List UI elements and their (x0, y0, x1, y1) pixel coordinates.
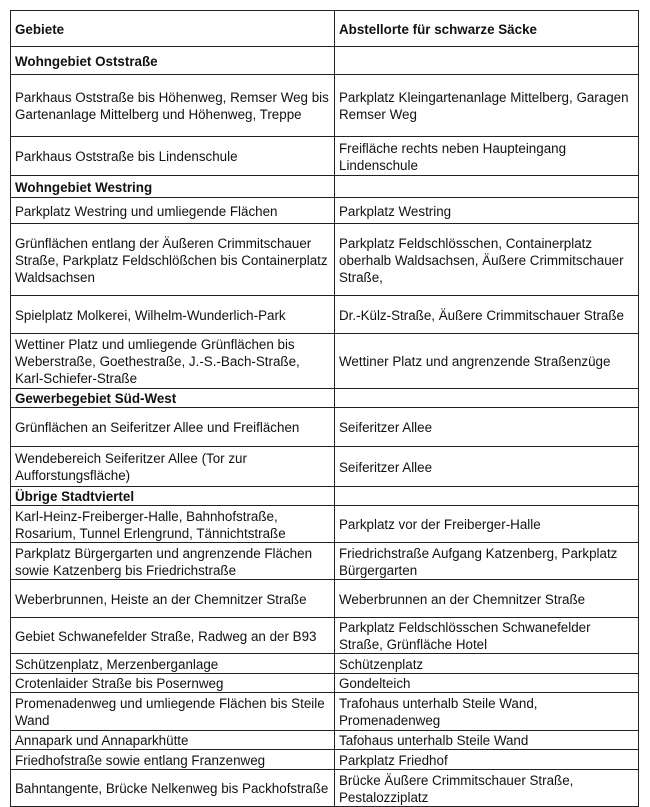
table-row (11, 731, 639, 750)
table-row (11, 693, 639, 731)
table-row (11, 654, 639, 674)
table-row (11, 618, 639, 654)
area-cell: Spielplatz Molkerei, Wilhelm-Wunderlich-Park (11, 296, 335, 334)
location-cell: Weberbrunnen an der Chemnitzer Straße (335, 580, 639, 618)
section-title: Gewerbegebiet Süd-West (11, 389, 335, 408)
area-cell: Parkhaus Oststraße bis Höhenweg, Remser Weg bis Gartenanlage Mittelberg und Höhenweg, Treppe (11, 75, 335, 137)
location-cell: Tafohaus unterhalb Steile Wand (335, 731, 639, 750)
location-cell: Parkplatz Feldschlösschen, Containerplatz oberhalb Waldsachsen, Äußere Crimmitschauer Straße, (335, 224, 639, 296)
section-title: Wohngebiet Westring (11, 176, 335, 198)
section-empty-cell (335, 389, 639, 408)
location-cell: Parkplatz Kleingartenanlage Mittelberg, Garagen Remser Weg (335, 75, 639, 137)
table-row (11, 137, 639, 176)
location-cell: Freifläche rechts neben Haupteingang Lindenschule (335, 137, 639, 176)
location-cell: Parkplatz Westring (335, 198, 639, 224)
location-cell: Brücke Äußere Crimmitschauer Straße, Pestalozziplatz (335, 770, 639, 807)
table-row (11, 506, 639, 543)
area-cell: Annapark und Annaparkhütte (11, 731, 335, 750)
area-cell: Friedhofstraße sowie entlang Franzenweg (11, 750, 335, 770)
section-empty-cell (335, 47, 639, 75)
location-cell: Wettiner Platz und angrenzende Straßenzüge (335, 334, 639, 389)
area-cell: Parkhaus Oststraße bis Lindenschule (11, 137, 335, 176)
area-cell: Parkplatz Bürgergarten und angrenzende Flächen sowie Katzenberg bis Friedrichstraße (11, 543, 335, 580)
area-cell: Grünflächen an Seiferitzer Allee und Freiflächen (11, 408, 335, 447)
header-areas: Gebiete (11, 11, 335, 47)
section-empty-cell (335, 487, 639, 506)
table-row (11, 198, 639, 224)
area-cell: Bahntangente, Brücke Nelkenweg bis Packhofstraße (11, 770, 335, 807)
area-cell: Parkplatz Westring und umliegende Flächen (11, 198, 335, 224)
table-row (11, 543, 639, 580)
location-cell: Parkplatz Friedhof (335, 750, 639, 770)
location-cell: Gondelteich (335, 674, 639, 693)
table-row (11, 580, 639, 618)
section-row (11, 176, 639, 198)
area-cell: Wettiner Platz und umliegende Grünflächen bis Weberstraße, Goethestraße, J.-S.-Bach-Straße, Karl-Schiefer-Straße (11, 334, 335, 389)
location-cell: Seiferitzer Allee (335, 408, 639, 447)
collection-points-table (10, 10, 639, 807)
area-cell: Schützenplatz, Merzenberganlage (11, 654, 335, 674)
section-row (11, 47, 639, 75)
table-row (11, 296, 639, 334)
location-cell: Dr.-Külz-Straße, Äußere Crimmitschauer Straße (335, 296, 639, 334)
section-title: Wohngebiet Oststraße (11, 47, 335, 75)
table-row (11, 334, 639, 389)
section-title: Übrige Stadtviertel (11, 487, 335, 506)
section-empty-cell (335, 176, 639, 198)
location-cell: Friedrichstraße Aufgang Katzenberg, Parkplatz Bürgergarten (335, 543, 639, 580)
table-row (11, 770, 639, 807)
location-cell: Trafohaus unterhalb Steile Wand, Promenadenweg (335, 693, 639, 731)
area-cell: Gebiet Schwanefelder Straße, Radweg an der B93 (11, 618, 335, 654)
table-header-row (11, 11, 639, 47)
table-row (11, 750, 639, 770)
location-cell: Parkplatz Feldschlösschen Schwanefelder Straße, Grünfläche Hotel (335, 618, 639, 654)
section-row (11, 389, 639, 408)
table-row (11, 447, 639, 487)
area-cell: Crotenlaider Straße bis Posernweg (11, 674, 335, 693)
table-row (11, 674, 639, 693)
area-cell: Weberbrunnen, Heiste an der Chemnitzer Straße (11, 580, 335, 618)
table-row (11, 408, 639, 447)
header-drop-off-locations: Abstellorte für schwarze Säcke (335, 11, 639, 47)
area-cell: Wendebereich Seiferitzer Allee (Tor zur Aufforstungsfläche) (11, 447, 335, 487)
table-row (11, 75, 639, 137)
area-cell: Karl-Heinz-Freiberger-Halle, Bahnhofstraße, Rosarium, Tunnel Erlengrund, Tännichtstraße (11, 506, 335, 543)
location-cell: Parkplatz vor der Freiberger-Halle (335, 506, 639, 543)
location-cell: Seiferitzer Allee (335, 447, 639, 487)
location-cell: Schützenplatz (335, 654, 639, 674)
area-cell: Grünflächen entlang der Äußeren Crimmitschauer Straße, Parkplatz Feldschlößchen bis Containerplatz Waldsachsen (11, 224, 335, 296)
area-cell: Promenadenweg und umliegende Flächen bis Steile Wand (11, 693, 335, 731)
section-row (11, 487, 639, 506)
table-row (11, 224, 639, 296)
